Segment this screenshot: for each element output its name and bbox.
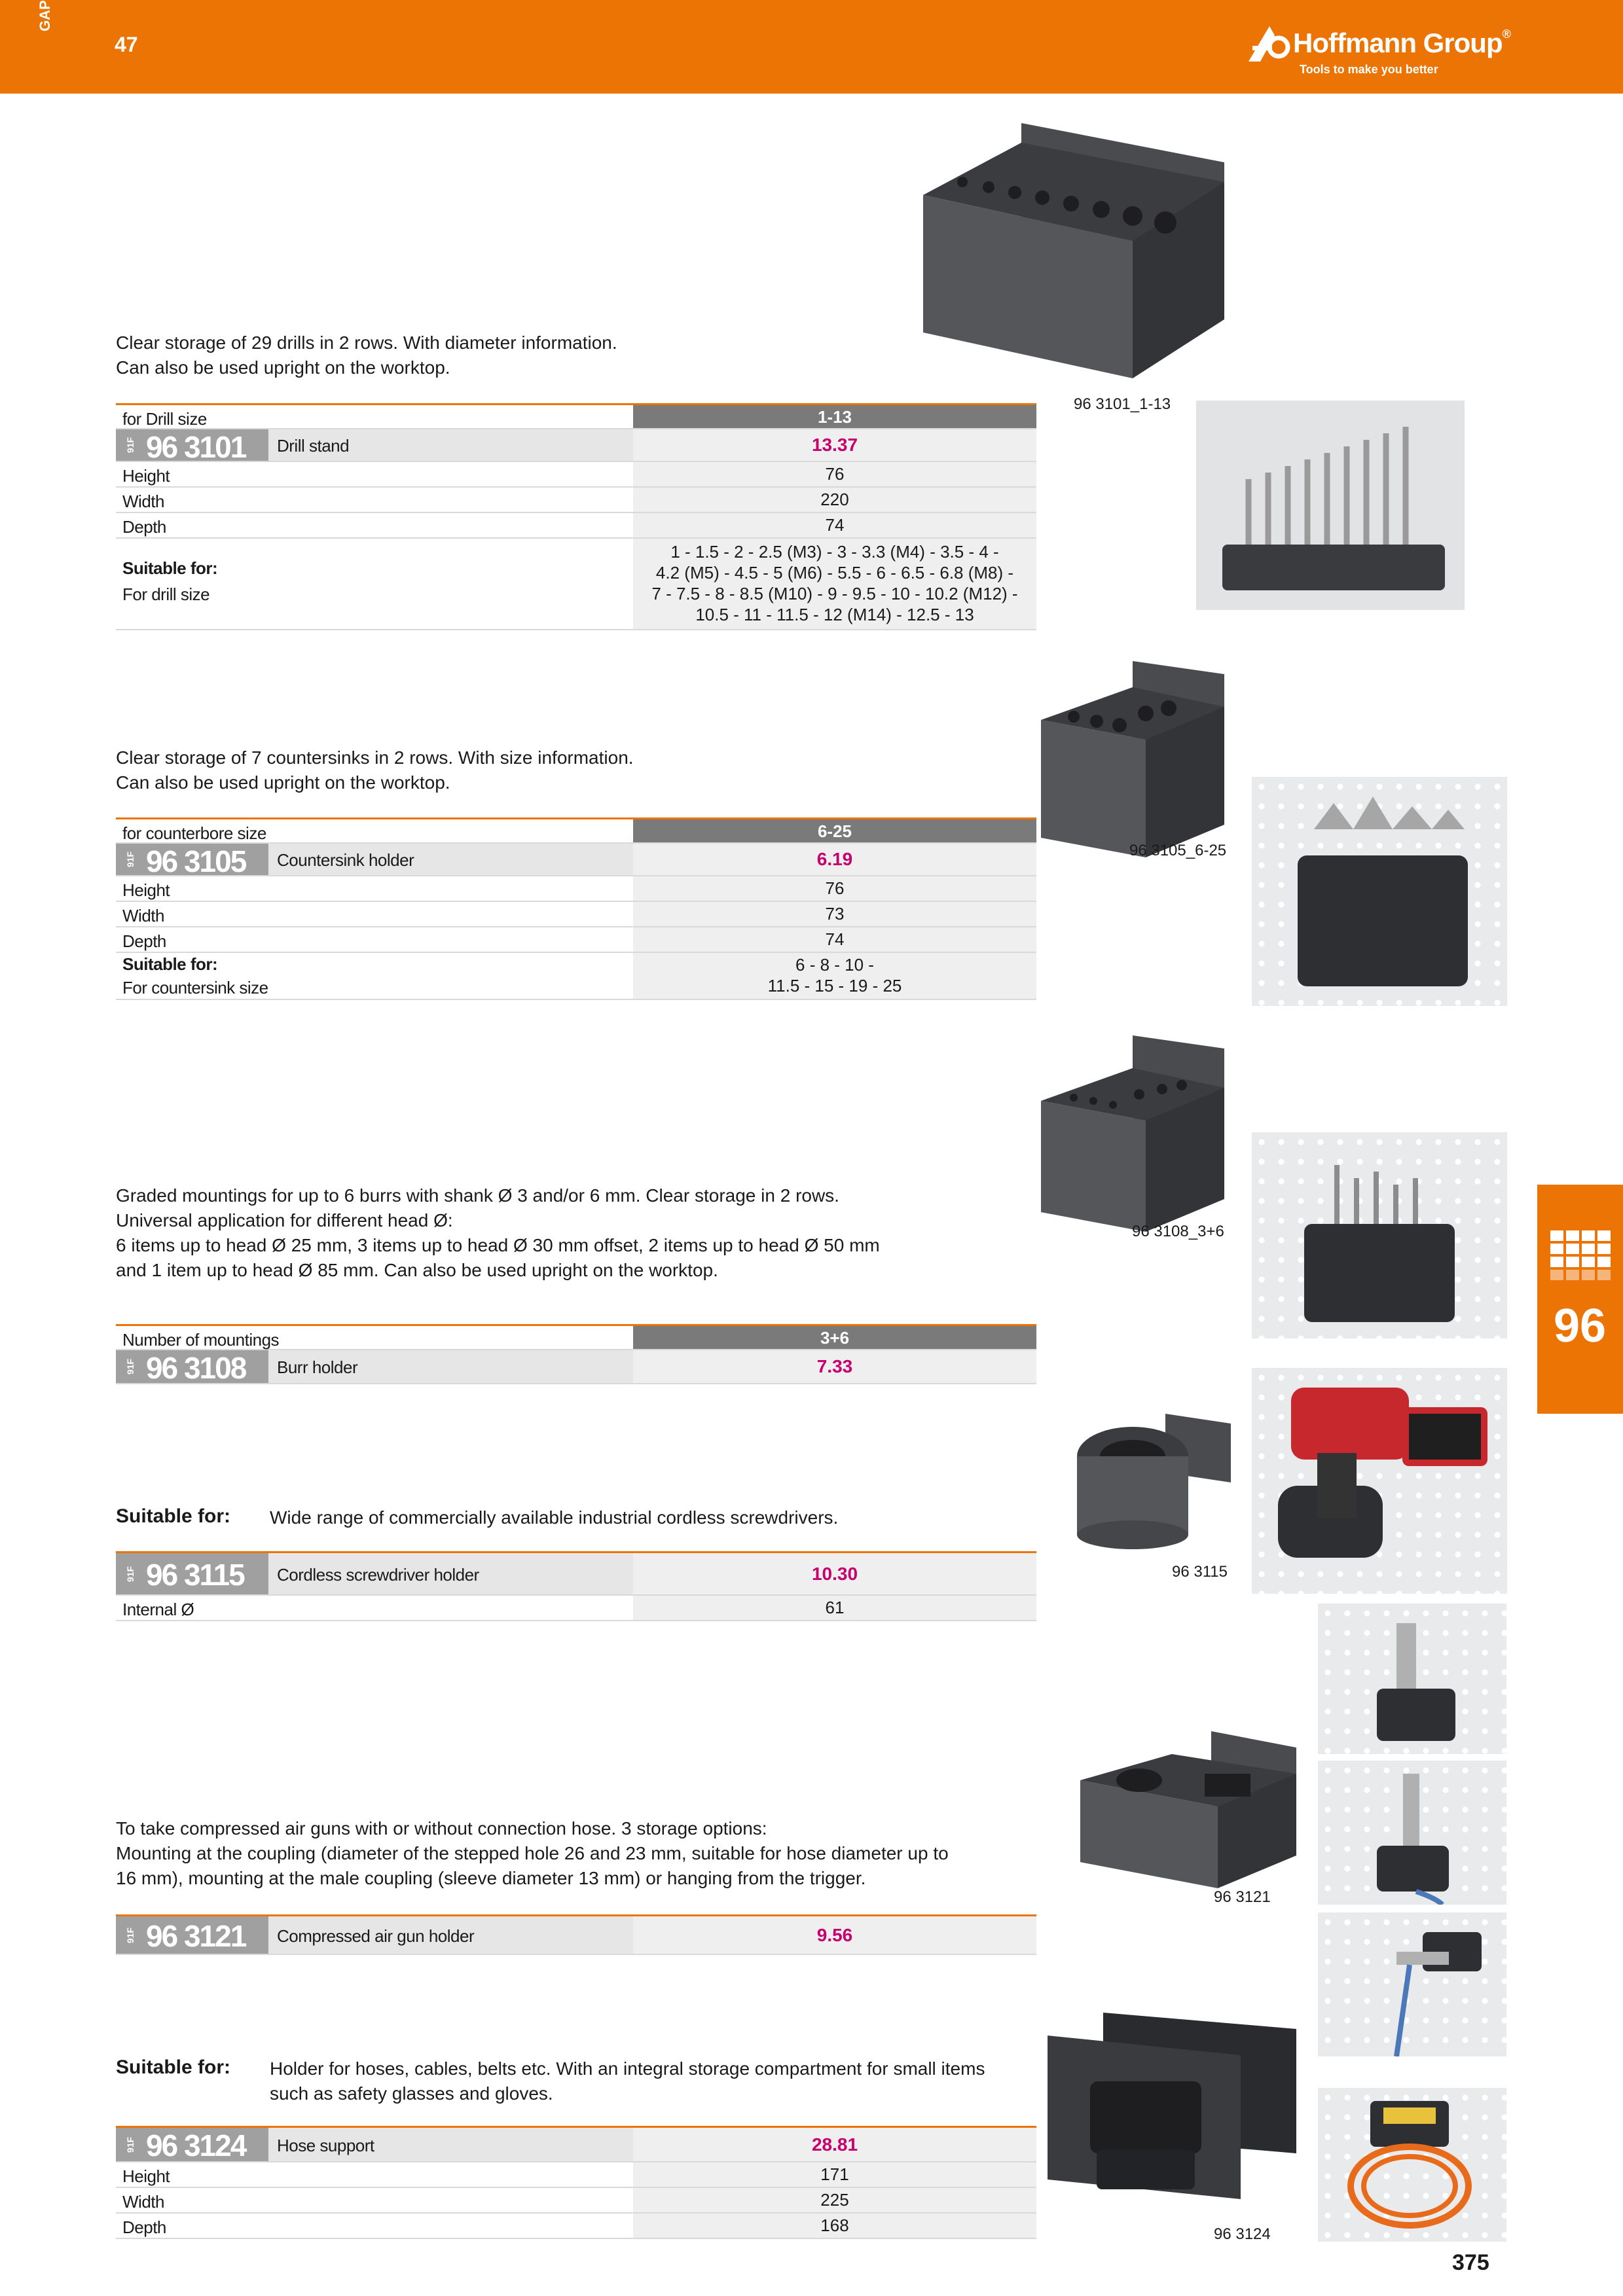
price: 10.30 [633, 1553, 1036, 1594]
suitable-text: Holder for hoses, cables, belts etc. With an integral storage compartment for small items such as safety glasses and gloves. [270, 2058, 985, 2104]
drill-stand-photo [1196, 401, 1465, 610]
photo-caption: 96 3124 [1214, 2225, 1271, 2243]
product-name: Countersink holder [277, 850, 414, 870]
hoffmann-logo-icon [1247, 24, 1293, 63]
suitable-text: Wide range of commercially available industrial cordless screwdrivers. [270, 1507, 839, 1528]
spec-row: Internal Ø 61 [116, 1596, 1036, 1621]
price: 13.37 [633, 429, 1036, 461]
drill-bits-icon [1196, 401, 1465, 610]
hoffmann-logo [1247, 24, 1509, 82]
spec-row: Width 225 [116, 2188, 1036, 2214]
page-reference: 47 [115, 33, 138, 56]
brand-name: Hoffmann Group [1293, 27, 1503, 58]
article-row: 91F 96 3108 Burr holder 7.33 [116, 1350, 1036, 1384]
product-table-963105 [116, 817, 1036, 1000]
article-row: 91F 96 3101 Drill stand 13.37 [116, 429, 1036, 462]
photo-caption: 96 3101_1-13 [1074, 395, 1171, 413]
screwdriver-holder-photo [1252, 1368, 1507, 1594]
hose-support-photo [1318, 2088, 1506, 2242]
burr-holder-image [1034, 1029, 1231, 1238]
suitable-label: Suitable for: [116, 2056, 231, 2078]
hose-support-image [1044, 2009, 1300, 2206]
product-name: Cordless screwdriver holder [277, 1565, 479, 1585]
screwdriver-holder-image [1074, 1410, 1234, 1551]
product-description: Clear storage of 29 drills in 2 rows. With diameter information. Can also be used upright on the worktop. [116, 332, 617, 378]
top-bar [0, 0, 1623, 94]
table-header-row: for counterbore size 6-25 [116, 817, 1036, 844]
countersink-holder-image [1034, 648, 1231, 864]
product-name: Drill stand [277, 436, 350, 456]
suitable-label: Suitable for: [116, 1505, 231, 1527]
article-row: 91F 96 3121 Compressed air gun holder 9.56 [116, 1914, 1036, 1955]
countersink-icon [1252, 777, 1507, 1006]
product-description: Graded mountings for up to 6 burrs with shank Ø 3 and/or 6 mm. Clear storage in 2 rows. Universal application for different head Ø: 6 items up to head Ø 25 mm, 3 items up to head Ø 30 mm offset, 2 items up to head Ø 50 mm and 1 item up to head Ø 85 mm. Can also be used upright on the worktop. [116, 1185, 880, 1280]
air-gun-photo-2 [1318, 1761, 1506, 1905]
suitable-row: Suitable for: For countersink size 6 - 8 - 10 - 11.5 - 15 - 19 - 25 [116, 953, 1036, 1000]
countersink-holder-photo [1252, 777, 1507, 1006]
price: 9.56 [633, 1916, 1036, 1954]
spec-row: Width 73 [116, 902, 1036, 927]
spec-row: Depth 74 [116, 927, 1036, 953]
suitable-row: Suitable for: For drill size 1 - 1.5 - 2 - 2.5 (M3) - 3 - 3.3 (M4) - 3.5 - 4 - 4.2 (M5) - 4.5 - 5 (M6) - 5.5 - 6 - 6.5 - 6.8 (M8) - 7 - 7.5 - 8 - 8.5 (M10) - 9 - 9.5 - 10 - 10.2 (M12) - 10.5 - 11 - 11.5 - 12 (M14) - 12.5 - 13 [116, 539, 1036, 630]
spec-row: Height 76 [116, 876, 1036, 902]
article-number: 96 3101 [146, 430, 246, 464]
page-number: 375 [1452, 2250, 1489, 2275]
product-table-963124 [116, 2126, 1036, 2239]
spec-row: Depth 168 [116, 2214, 1036, 2239]
section-tab[interactable] [1537, 1185, 1623, 1414]
article-number: 96 3124 [146, 2128, 246, 2162]
photo-caption: 96 3115 [1172, 1563, 1228, 1581]
brand-mark: ® [1502, 27, 1510, 41]
hose-icon [1318, 2088, 1506, 2242]
burr-icon [1252, 1132, 1507, 1338]
side-code: GAP [37, 0, 53, 31]
burr-holder-photo [1252, 1132, 1507, 1338]
product-name: Compressed air gun holder [277, 1926, 475, 1946]
product-table-963121 [116, 1914, 1036, 1955]
photo-caption: 96 3108_3+6 [1132, 1223, 1224, 1240]
price: 7.33 [633, 1350, 1036, 1383]
cordless-drill-icon [1252, 1368, 1507, 1594]
air-gun-icon [1318, 1912, 1506, 2056]
brand-tagline: Tools to make you better [1300, 63, 1438, 76]
article-row: 91F 96 3115 Cordless screwdriver holder 10.30 [116, 1551, 1036, 1596]
article-number: 96 3105 [146, 844, 246, 878]
spec-row: Depth 74 [116, 513, 1036, 539]
air-gun-icon [1318, 1604, 1506, 1754]
air-gun-icon [1318, 1761, 1506, 1905]
air-gun-photo-1 [1318, 1604, 1506, 1754]
product-name: Burr holder [277, 1357, 358, 1377]
photo-caption: 96 3105_6-25 [1129, 842, 1227, 859]
article-number: 96 3121 [146, 1919, 246, 1953]
spec-row: Height 171 [116, 2162, 1036, 2188]
photo-caption: 96 3121 [1214, 1888, 1271, 1906]
section-number: 96 [1553, 1300, 1607, 1352]
drill-stand-image [917, 117, 1231, 385]
product-table-963108 [116, 1324, 1036, 1384]
product-table-963115 [116, 1551, 1036, 1621]
product-description: To take compressed air guns with or without connection hose. 3 storage options: Mounting at the coupling (diameter of the stepped hole 26 and 23 mm, suitable for hose diameter up to 16 mm), mounting at the male coupling (sleeve diameter 13 mm) or hanging from the trigger. [116, 1818, 949, 1888]
product-name: Hose support [277, 2136, 374, 2155]
spec-row: Height 76 [116, 462, 1036, 488]
table-header-row: Number of mountings 3+6 [116, 1324, 1036, 1350]
table-header-row: for Drill size 1-13 [116, 403, 1036, 429]
article-row: 91F 96 3105 Countersink holder 6.19 [116, 844, 1036, 876]
spec-row: Width 220 [116, 488, 1036, 513]
product-description: Clear storage of 7 countersinks in 2 rows. With size information. Can also be used upright on the worktop. [116, 747, 634, 793]
article-row: 91F 96 3124 Hose support 28.81 [116, 2126, 1036, 2162]
article-number: 96 3115 [146, 1558, 244, 1592]
product-table-963101 [116, 403, 1036, 630]
air-gun-photo-3 [1318, 1912, 1506, 2056]
article-number: 96 3108 [146, 1351, 246, 1385]
air-gun-holder-image [1074, 1728, 1300, 1895]
price: 6.19 [633, 844, 1036, 875]
price: 28.81 [633, 2128, 1036, 2161]
